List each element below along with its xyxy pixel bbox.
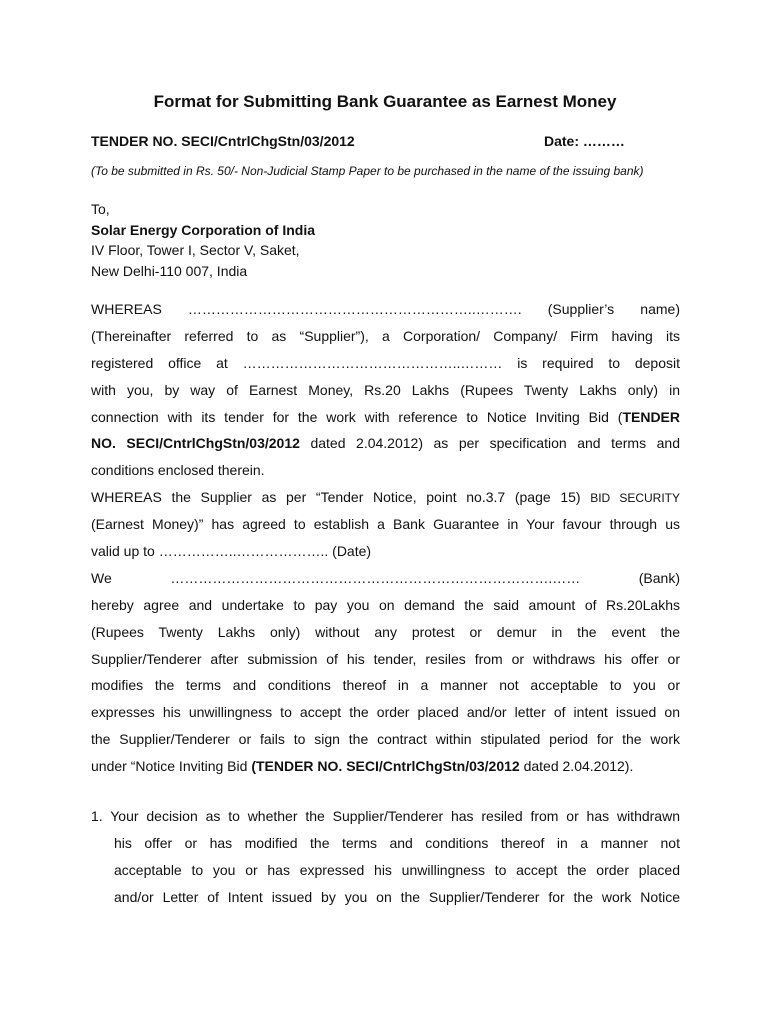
- body-line: Supplier/Tenderer after submission of his tender, resiles from or withdraws his offer or: [91, 650, 680, 667]
- body-line: [91, 430, 680, 457]
- body-text: ……………………………………………………………………….……: [170, 569, 581, 586]
- body-text: dated 2.04.2012) as per specification and terms and: [299, 435, 680, 452]
- list-item-line: and/or Letter of Intent issued by you on the Supplier/Tenderer for the work Notice: [114, 888, 680, 905]
- body-line: registered office at ………………………………………..……… is required to deposit: [91, 354, 680, 371]
- body-bold-text: NO. SECI/CntrlChgStn/03/2012: [91, 435, 300, 452]
- list-item-line: his offer or has modified the terms and conditions thereof in a manner not: [114, 834, 680, 851]
- body-line: hereby agree and undertake to pay you on demand the said amount of Rs.20Lakhs: [91, 596, 680, 613]
- body-line: WHEREAS ……………………………………………………..………. (Supplier’s name): [91, 301, 680, 317]
- body-line: with you, by way of Earnest Money, Rs.20 Lakhs (Rupees Twenty Lakhs only) in: [91, 381, 680, 398]
- stamp-paper-note: (To be submitted in Rs. 50/- Non-Judicial Stamp Paper to be purchased in the name of the issuing bank): [91, 164, 644, 178]
- body-text: We: [91, 569, 112, 586]
- body-line: [91, 404, 680, 431]
- body-line: valid up to ……………..……………….. (Date): [91, 543, 372, 560]
- address-line1: IV Floor, Tower I, Sector V, Saket,: [91, 242, 300, 258]
- body-line: modifies the terms and conditions thereof in a manner not acceptable to you or: [91, 677, 680, 694]
- body-line: [91, 565, 680, 592]
- body-bold-text: TENDER: [622, 408, 680, 425]
- body-bold-text: (TENDER NO. SECI/CntrlChgStn/03/2012: [251, 758, 520, 775]
- body-text: (Bank): [638, 569, 680, 586]
- body-line: [91, 753, 680, 780]
- body-line: conditions enclosed therein.: [91, 462, 265, 479]
- body-line: (Rupees Twenty Lakhs only) without any protest or demur in the event the: [91, 623, 680, 640]
- body-line: (Thereinafter referred to as “Supplier”), a Corporation/ Company/ Firm having its: [91, 327, 680, 344]
- conditions-list: [91, 803, 680, 911]
- date-field: Date: ………: [544, 133, 625, 149]
- body-text: dated 2.04.2012).: [519, 758, 634, 775]
- body-line: the Supplier/Tenderer or fails to sign the contract within stipulated period for the work: [91, 731, 680, 748]
- address-org: Solar Energy Corporation of India: [91, 221, 316, 238]
- body-text: BID SECURITY: [590, 491, 680, 506]
- address-to: To,: [91, 201, 110, 217]
- list-item-line: acceptable to you or has expressed his unwillingness to accept the order placed: [114, 861, 680, 878]
- body-text: under “Notice Inviting Bid: [91, 758, 252, 775]
- body-line: expresses his unwillingness to accept the order placed and/or letter of intent issued on: [91, 704, 680, 721]
- body-line: (Earnest Money)” has agreed to establish a Bank Guarantee in Your favour through us: [91, 516, 680, 533]
- body-text: WHEREAS the Supplier as per “Tender Notice, point no.3.7 (page 15): [91, 489, 591, 506]
- list-item-line: 1. Your decision as to whether the Supplier/Tenderer has resiled from or has withdrawn: [91, 808, 680, 824]
- body-text: connection with its tender for the work with reference to Notice Inviting Bid (: [91, 408, 623, 425]
- guarantee-body: [91, 296, 680, 780]
- recipient-address: [91, 199, 315, 281]
- document-title: Format for Submitting Bank Guarantee as Earnest Money: [153, 92, 617, 111]
- tender-number: TENDER NO. SECI/CntrlChgStn/03/2012: [91, 133, 355, 149]
- body-line: [91, 484, 680, 511]
- address-line2: New Delhi-110 007, India: [91, 262, 248, 279]
